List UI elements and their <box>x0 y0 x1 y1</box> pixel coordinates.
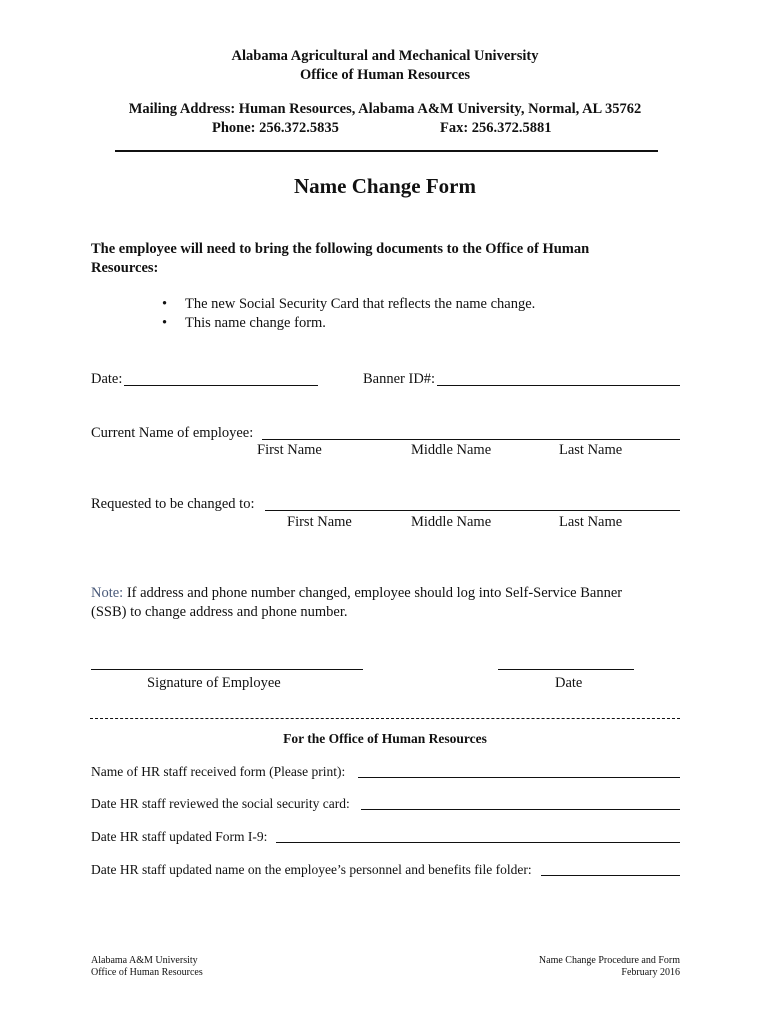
hr-reviewed-field[interactable] <box>361 809 680 810</box>
date-field[interactable] <box>124 385 318 386</box>
first-name-caption: First Name <box>257 442 322 458</box>
footer-university: Alabama A&M University <box>91 955 198 966</box>
hr-i9-label: Date HR staff updated Form I-9: <box>91 829 268 844</box>
note-label: Note: <box>91 585 124 601</box>
current-name-field[interactable] <box>262 439 680 440</box>
note-text: If address and phone number changed, employee should log into Self-Service Banner <box>123 585 623 601</box>
footer-office: Office of Human Resources <box>91 967 203 978</box>
hr-folder-field[interactable] <box>541 875 680 876</box>
date-label: Date: <box>91 371 123 387</box>
hr-i9-field[interactable] <box>276 842 680 843</box>
hr-reviewed-label: Date HR staff reviewed the social security card: <box>91 796 350 811</box>
requested-name-field[interactable] <box>265 510 680 511</box>
hr-folder-label: Date HR staff updated name on the employee’s personnel and benefits file folder: <box>91 862 532 877</box>
note-line-2: (SSB) to change address and phone number. <box>91 604 348 620</box>
hr-received-label: Name of HR staff received form (Please print): <box>91 764 346 779</box>
banner-id-label: Banner ID#: <box>363 371 436 387</box>
university-name: Alabama Agricultural and Mechanical University <box>231 48 539 64</box>
footer-date: February 2016 <box>621 967 680 978</box>
banner-id-field[interactable] <box>437 385 680 386</box>
office-name: Office of Human Resources <box>299 67 471 83</box>
first-name-caption: First Name <box>287 514 352 530</box>
note-line-1 <box>91 585 622 602</box>
footer-document-name: Name Change Procedure and Form <box>538 955 680 966</box>
requested-name-label: Requested to be changed to: <box>91 496 255 512</box>
hr-received-field[interactable] <box>358 777 680 778</box>
fax-number: Fax: 256.372.5881 <box>440 120 552 136</box>
hr-section-title: For the Office of Human Resources <box>283 731 487 746</box>
bullet-icon: • <box>162 315 168 331</box>
intro-line-1: The employee will need to bring the following documents to the Office of Human <box>91 241 590 257</box>
signature-date-caption: Date <box>555 675 583 691</box>
bullet-icon: • <box>162 296 168 312</box>
mailing-address: Mailing Address: Human Resources, Alabama A&M University, Normal, AL 35762 <box>128 101 642 117</box>
page-title: Name Change Form <box>294 174 476 198</box>
middle-name-caption: Middle Name <box>411 514 492 530</box>
bullet-item: This name change form. <box>185 315 326 331</box>
signature-field[interactable] <box>91 669 363 670</box>
dashed-divider <box>90 718 680 719</box>
bullet-item: The new Social Security Card that reflects the name change. <box>185 296 536 312</box>
phone-number: Phone: 256.372.5835 <box>212 120 339 136</box>
intro-line-2: Resources: <box>91 260 159 276</box>
last-name-caption: Last Name <box>559 514 623 530</box>
signature-caption: Signature of Employee <box>147 675 281 691</box>
last-name-caption: Last Name <box>559 442 623 458</box>
current-name-label: Current Name of employee: <box>91 425 254 441</box>
signature-date-field[interactable] <box>498 669 634 670</box>
header-divider <box>115 150 658 152</box>
middle-name-caption: Middle Name <box>411 442 492 458</box>
